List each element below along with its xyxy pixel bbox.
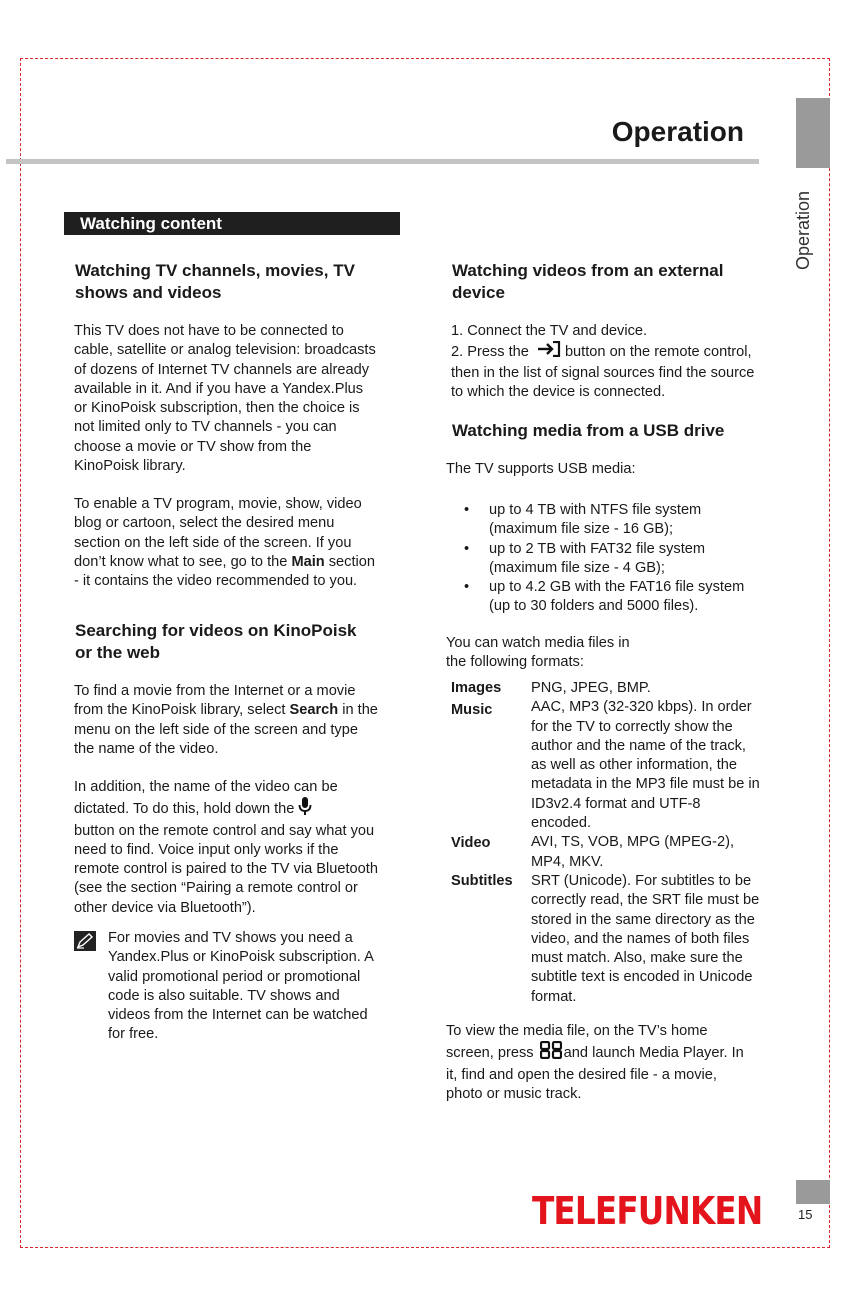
side-label: Operation — [793, 190, 813, 270]
side-tab — [796, 98, 830, 168]
paragraph-enable: To enable a TV program, movie, show, video blog or cartoon, select the desired menu section on the left side of the screen. If you don’t know what to see, go to the Main section - it contains the video recommended to you. — [74, 496, 375, 590]
title-rule — [6, 159, 759, 164]
list-item: • up to 2 TB with FAT32 file system (maximum file size - 4 GB); — [464, 540, 706, 576]
paragraph-steps: 1. Connect the TV and device. 2. Press the button on the remote control, then in the list of signal sources find the source to which the device is connected. — [451, 323, 755, 400]
paragraph-search: To find a movie from the Internet or a movie from the KinoPoisk library, select Search in the menu on the left side of the screen and type the name of the video. — [74, 683, 378, 757]
heading-searching: Searching for videos on KinoPoisk or the web — [75, 621, 357, 662]
formats-table — [451, 679, 791, 1009]
heading-watching-tv: Watching TV channels, movies, TV shows and videos — [75, 261, 355, 302]
input-source-icon — [537, 341, 561, 363]
page-tab — [796, 1180, 830, 1204]
format-label-images: Images — [451, 680, 502, 696]
format-label-video: Video — [451, 835, 491, 851]
format-value-music: AAC, MP3 (32-320 kbps). In order for the TV to correctly show the author and the name of the track, as well as other information, the metadata in the MP3 file must be in ID3v2.4 format and UTF-8 encoded. — [531, 699, 760, 832]
list-item: • up to 4.2 GB with the FAT16 file system (up to 30 folders and 5000 files). — [464, 579, 745, 615]
home-apps-icon — [540, 1041, 562, 1065]
brand-logo: TELEFUNKEN — [532, 1189, 763, 1233]
paragraph-voice: In addition, the name of the video can be dictated. To do this, hold down the button on the remote control and say what you need to find. Voice input only works if the remote control is paired to the TV via Bluetooth (see the section “Pairing a remote control or other device via Bluetooth”). — [74, 779, 378, 916]
format-value-subtitles: SRT (Unicode). For subtitles to be correctly read, the SRT file must be stored in the same directory as the video, and the names of both files must match. Also, make sure the subtitle text is encoded in Unicode format. — [531, 873, 760, 1005]
format-label-music: Music — [451, 702, 493, 718]
format-label-subtitles: Subtitles — [451, 873, 513, 889]
paragraph-intro: This TV does not have to be connected to cable, satellite or analog television: broadcasts of dozens of Internet TV channels are already available in it. And if you have a Yandex.Plus or KinoPoisk subscription, then the choice is not limited only to TV channels - you can choose a movie or TV show from the KinoPoisk library. — [74, 323, 376, 475]
usb-bullet-list — [464, 501, 744, 617]
heading-usb: Watching media from a USB drive — [452, 421, 725, 440]
note-icon — [74, 931, 96, 951]
format-value-images: PNG, JPEG, BMP. — [531, 680, 651, 696]
paragraph-closing: To view the media file, on the TV’s home screen, press and launch Media Player. In it, find and open the desired file - a movie, photo or music track. — [446, 1023, 744, 1102]
microphone-icon — [298, 797, 312, 821]
page-title: Operation — [611, 116, 744, 147]
list-item: • up to 4 TB with NTFS file system (maximum file size - 16 GB); — [464, 502, 702, 538]
usb-intro: The TV supports USB media: — [446, 461, 636, 477]
section-title: Watching content — [64, 212, 400, 235]
format-value-video: AVI, TS, VOB, MPG (MPEG-2), MP4, MKV. — [531, 834, 734, 870]
note-text: For movies and TV shows you need a Yandex.Plus or KinoPoisk subscription. A valid promotional period or promotional code is also suitable. TV shows and videos from the Internet can be watched for free. — [108, 930, 374, 1043]
page-number: 15 — [798, 1207, 813, 1222]
heading-external-device: Watching videos from an external device — [452, 261, 724, 302]
formats-intro: You can watch media files in the following formats: — [446, 635, 630, 671]
